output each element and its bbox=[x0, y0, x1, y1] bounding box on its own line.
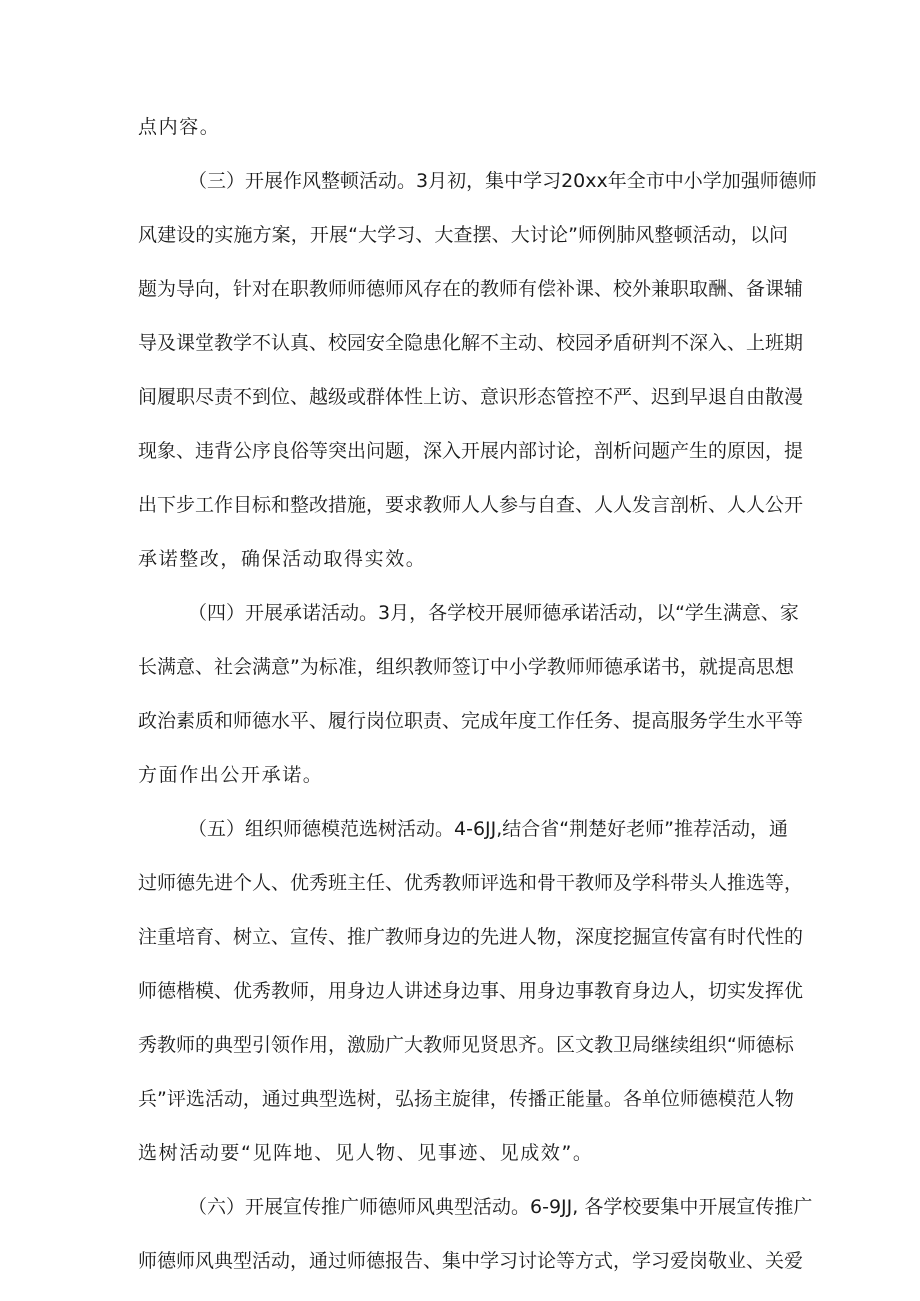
paragraph-line: 选树活动要“见阵地、见人物、见事迹、见成效”。 bbox=[138, 1142, 594, 1164]
paragraph-line: 师德师风典型活动，通过师德报告、集中学习讨论等方式，学习爱岗敬业、关爱 bbox=[138, 1250, 804, 1272]
paragraph-line: 题为导向，针对在职教师师德师风存在的教师有偿补课、校外兼职取酬、备课辅 bbox=[138, 278, 804, 300]
paragraph-line: 导及课堂教学不认真、校园安全隐患化解不主动、校园矛盾研判不深入、上班期 bbox=[138, 332, 804, 354]
paragraph-line: （六）开展宣传推广师德师风典型活动。6-9JJ, 各学校要集中开展宣传推广 bbox=[188, 1196, 813, 1218]
paragraph-line: （三）开展作风整顿活动。3月初，集中学习20xx年全市中小学加强师德师 bbox=[188, 170, 817, 192]
paragraph-line: 过师德先进个人、优秀班主任、优秀教师评选和骨干教师及学科带头人推选等， bbox=[138, 872, 804, 894]
paragraph-line: 师德楷模、优秀教师，用身边人讲述身边事、用身边事教育身边人，切实发挥优 bbox=[138, 980, 804, 1002]
paragraph-line: 承诺整改，确保活动取得实效。 bbox=[138, 548, 427, 570]
paragraph-line: 风建设的实施方案，开展“大学习、大查摆、大讨论”师例肺风整顿活动，以问 bbox=[138, 224, 788, 246]
paragraph-line: 现象、违背公序良俗等突出问题，深入开展内部讨论，剖析问题产生的原因，提 bbox=[138, 440, 804, 462]
paragraph-line: 出下步工作目标和整改措施，要求教师人人参与自查、人人发言剖析、人人公开 bbox=[138, 494, 804, 516]
paragraph-line: 点内容。 bbox=[138, 116, 221, 138]
paragraph-line: 注重培育、树立、宣传、推广教师身边的先进人物，深度挖掘宣传富有时代性的 bbox=[138, 926, 804, 948]
paragraph-line: （四）开展承诺活动。3月，各学校开展师德承诺活动，以“学生满意、家 bbox=[188, 602, 799, 624]
paragraph-line: 秀教师的典型引领作用，激励广大教师见贤思齐。区文教卫局继续组织“师德标 bbox=[138, 1034, 794, 1056]
paragraph-line: 兵”评选活动，通过典型选树，弘扬主旋律，传播正能量。各单位师德模范人物 bbox=[138, 1088, 794, 1110]
paragraph-line: 间履职尽责不到位、越级或群体性上访、意识形态管控不严、迟到早退自由散漫 bbox=[138, 386, 804, 408]
paragraph-line: 长满意、社会满意”为标准，组织教师签订中小学教师师德承诺书，就提高思想 bbox=[138, 656, 794, 678]
paragraph-line: （五）组织师德模范选树活动。4-6JJ,结合省“荆楚好老师”推荐活动，通 bbox=[188, 818, 788, 840]
paragraph-line: 政治素质和师德水平、履行岗位职责、完成年度工作任务、提高服务学生水平等 bbox=[138, 710, 804, 732]
paragraph-line: 方面作出公开承诺。 bbox=[138, 764, 324, 786]
